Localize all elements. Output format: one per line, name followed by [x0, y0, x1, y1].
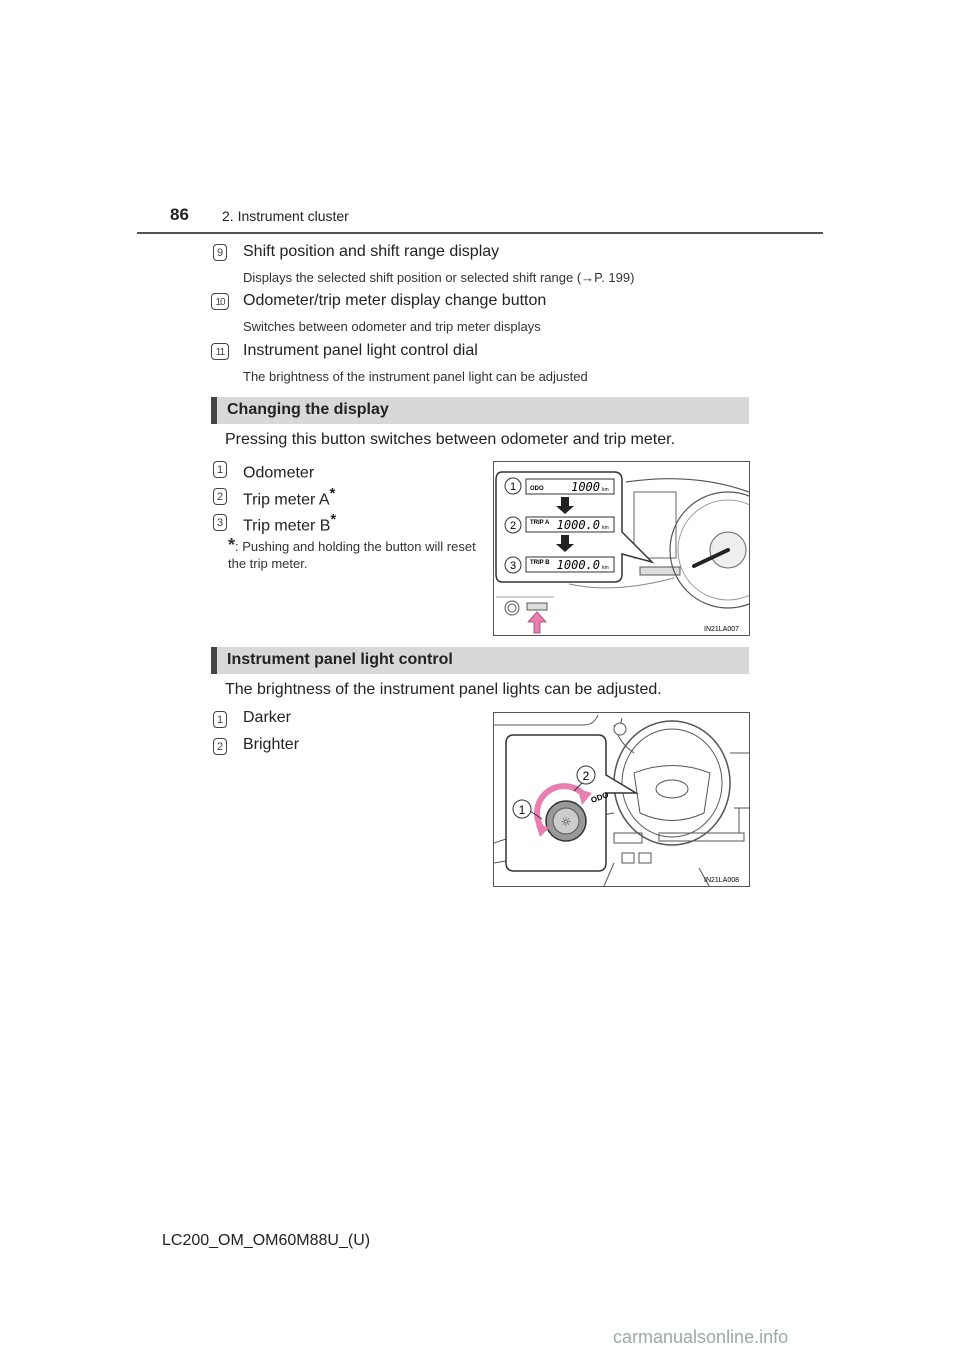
svg-text:1: 1	[509, 481, 517, 493]
header-rule	[137, 232, 823, 234]
item-badge: 11	[211, 343, 229, 360]
svg-text:1000.0: 1000.0	[556, 558, 600, 572]
panel-light-intro: The brightness of the instrument panel lights can be adjusted.	[225, 681, 662, 698]
item-title: Odometer/trip meter display change button	[243, 292, 547, 309]
item-badge: 10	[211, 293, 229, 310]
list-badge: 2	[213, 738, 227, 755]
svg-text:1000: 1000	[571, 480, 600, 494]
svg-text:2: 2	[509, 520, 517, 532]
section-title: 2. Instrument cluster	[222, 208, 349, 224]
document-id: LC200_OM_OM60M88U_(U)	[162, 1232, 371, 1249]
list-item-trip-b: Trip meter B*	[243, 511, 337, 535]
svg-text:TRIP A: TRIP A	[530, 520, 550, 526]
svg-text:3: 3	[509, 560, 517, 572]
figure-code: IN21LA008	[704, 877, 740, 884]
svg-text:km: km	[602, 565, 609, 571]
odometer-figure	[493, 461, 750, 636]
item-badge: 9	[213, 244, 227, 261]
svg-text:1: 1	[518, 803, 526, 817]
svg-text:☼: ☼	[560, 815, 572, 829]
list-badge: 3	[213, 514, 227, 531]
press-arrow-icon	[528, 612, 546, 633]
list-item-odometer: Odometer	[243, 464, 315, 482]
footnote: *: Pushing and holding the button will reset the trip meter.	[228, 535, 476, 571]
list-badge: 2	[213, 488, 227, 505]
svg-text:TRIP B: TRIP B	[530, 560, 550, 566]
item-description: The brightness of the instrument panel light can be adjusted	[243, 369, 588, 384]
svg-text:2: 2	[582, 769, 590, 783]
svg-text:km: km	[602, 487, 609, 493]
item-description: Displays the selected shift position or selected shift range (→P. 199)	[243, 270, 635, 285]
changing-display-intro: Pressing this button switches between odometer and trip meter.	[225, 431, 676, 448]
dimmer-dial-icon	[546, 801, 586, 841]
item-title: Shift position and shift range display	[243, 243, 500, 260]
list-badge: 1	[213, 711, 227, 728]
figure-code: IN21LA007	[704, 626, 740, 633]
list-item-brighter: Brighter	[243, 736, 300, 753]
watermark: carmanualsonline.info	[613, 1327, 789, 1347]
list-item-trip-a: Trip meter A*	[243, 485, 336, 509]
heading-text: Changing the display	[227, 401, 389, 418]
svg-text:km: km	[602, 525, 609, 531]
list-item-darker: Darker	[243, 709, 292, 726]
heading-text: Instrument panel light control	[227, 651, 453, 668]
page-number: 86	[170, 205, 189, 224]
change-button-area	[496, 597, 554, 633]
svg-text:ODO: ODO	[589, 790, 610, 805]
panel-light-figure	[493, 712, 750, 887]
item-title: Instrument panel light control dial	[243, 342, 478, 359]
changing-display-heading	[211, 397, 749, 424]
svg-text:ODO: ODO	[530, 486, 544, 492]
panel-light-heading	[211, 647, 749, 674]
item-description: Switches between odometer and trip meter displays	[243, 319, 541, 334]
list-badge: 1	[213, 461, 227, 478]
svg-text:1000.0: 1000.0	[556, 518, 600, 532]
